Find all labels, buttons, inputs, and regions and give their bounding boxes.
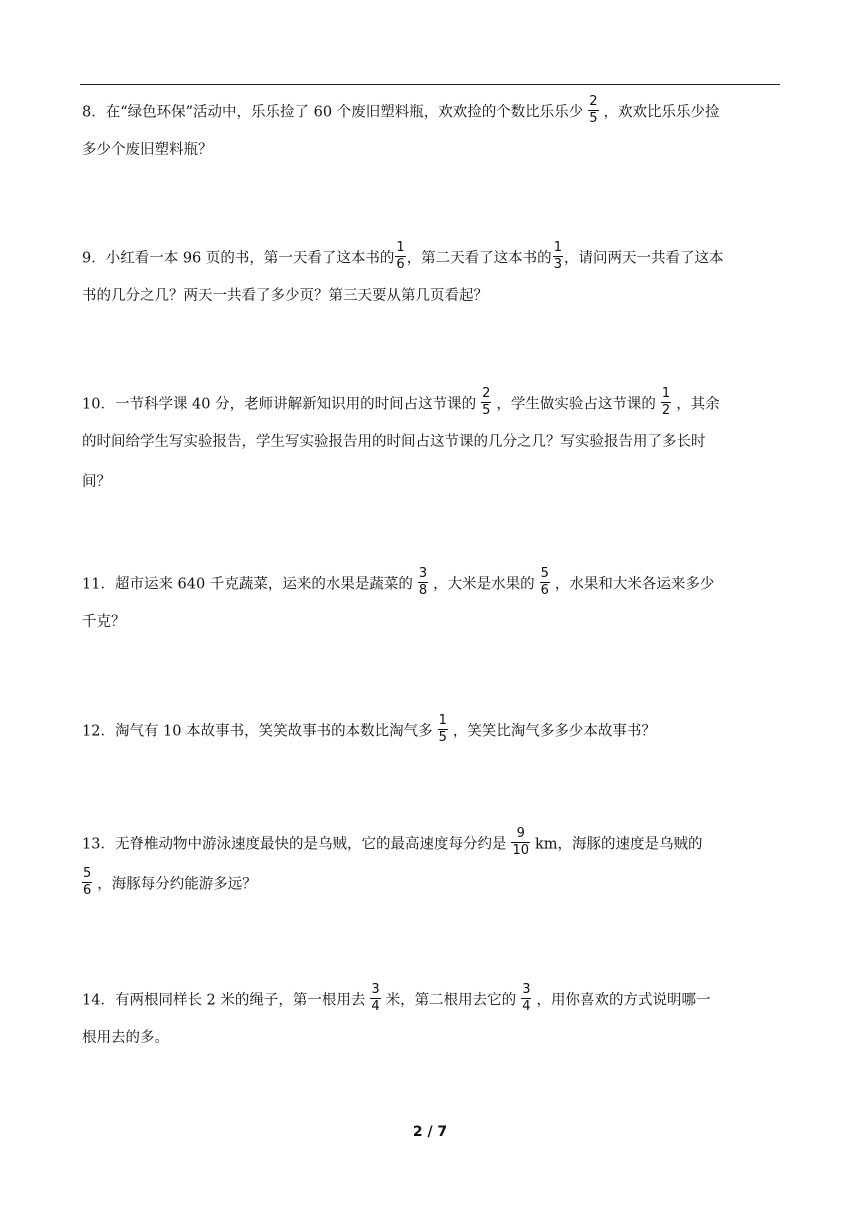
text: 10．一节科学课 40 分，老师讲解新知识用的时间占这节课的 — [82, 396, 477, 413]
problem-13 — [82, 826, 782, 898]
text: ，笑笑比淘气多多少本故事书？ — [452, 723, 656, 740]
numerator: 5 — [540, 566, 549, 581]
text: ，欢欢比乐乐少捡 — [603, 104, 720, 121]
denominator: 4 — [371, 999, 380, 1014]
text: 9．小红看一本 96 页的书，第一天看了这本书的 — [82, 250, 395, 267]
fraction — [395, 241, 405, 272]
numerator: 3 — [371, 982, 380, 997]
fraction — [540, 567, 550, 598]
numerator: 3 — [418, 566, 428, 581]
text: 8．在“绿色环保”活动中，乐乐捡了 60 个废旧塑料瓶，欢欢捡的个数比乐乐少 — [82, 104, 584, 121]
problem-10-line-1 — [82, 386, 782, 418]
problem-8-line-1 — [82, 94, 782, 126]
text: ，第二天看了这本书的 — [406, 250, 552, 267]
fraction — [481, 387, 491, 418]
problem-13-line-1 — [82, 826, 782, 858]
problem-12 — [82, 713, 782, 745]
fraction — [588, 95, 598, 126]
denominator: 5 — [589, 111, 598, 126]
problem-12-line-1 — [82, 713, 782, 745]
text: 根用去的多。 — [82, 1030, 169, 1046]
fraction — [553, 241, 563, 272]
problem-14-line-1 — [82, 982, 782, 1014]
denominator: 8 — [418, 583, 428, 598]
text: km，海豚的速度是乌贼的 — [535, 836, 703, 853]
text: 多少个废旧塑料瓶？ — [82, 142, 213, 158]
fraction — [82, 867, 92, 898]
problem-10-line-3 — [82, 469, 782, 495]
problem-9 — [82, 240, 782, 309]
text: 间？ — [82, 474, 111, 490]
numerator: 1 — [438, 713, 447, 728]
denominator: 6 — [540, 583, 549, 598]
text: ，用你喜欢的方式说明哪一 — [536, 992, 711, 1009]
problem-8 — [82, 94, 782, 163]
numerator: 2 — [589, 94, 598, 109]
problem-14-line-2 — [82, 1025, 782, 1051]
text: 书的几分之几？两天一共看了多少页？第三天要从第几页看起？ — [82, 288, 488, 304]
fraction — [438, 714, 448, 745]
text: 12．淘气有 10 本故事书，笑笑故事书的本数比淘气多 — [82, 723, 433, 740]
text: ，大米是水果的 — [433, 576, 535, 593]
fraction — [521, 983, 531, 1014]
problem-11-line-2 — [82, 609, 782, 635]
numerator: 9 — [516, 826, 525, 841]
problem-11 — [82, 566, 782, 635]
problem-10-line-2 — [82, 429, 782, 455]
page-number: 2 / 7 — [412, 1124, 448, 1140]
text: 的时间给学生写实验报告，学生写实验报告用的时间占这节课的几分之几？写实验报告用了多长时 — [82, 434, 706, 450]
text: 米，第二根用去它的 — [385, 992, 517, 1009]
denominator: 6 — [83, 883, 92, 898]
problem-11-line-1 — [82, 566, 782, 598]
denominator: 10 — [512, 843, 529, 858]
problem-14 — [82, 982, 782, 1051]
denominator: 4 — [522, 999, 531, 1014]
numerator: 1 — [661, 386, 671, 401]
text: ，海豚每分约能游多远？ — [97, 876, 257, 893]
text: 11．超市运来 640 千克蔬菜，运来的水果是蔬菜的 — [82, 576, 413, 593]
text: 13．无脊椎动物中游泳速度最快的是乌贼，它的最高速度每分约是 — [82, 836, 507, 853]
text: 千克？ — [82, 614, 126, 630]
text: ，学生做实验占这节课的 — [496, 396, 656, 413]
text: 14．有两根同样长 2 米的绳子，第一根用去 — [82, 992, 366, 1009]
denominator: 2 — [661, 403, 671, 418]
fraction — [661, 387, 671, 418]
fraction — [511, 827, 530, 858]
text: ，水果和大米各运来多少 — [554, 576, 715, 593]
problem-9-line-2 — [82, 283, 782, 309]
denominator: 5 — [438, 730, 447, 745]
numerator: 1 — [553, 240, 562, 255]
numerator: 2 — [482, 386, 491, 401]
text: ，请问两天一共看了这本 — [563, 250, 724, 267]
denominator: 6 — [396, 257, 405, 272]
header-rule — [80, 84, 780, 85]
problem-10 — [82, 386, 782, 495]
numerator: 3 — [522, 982, 531, 997]
numerator: 1 — [396, 240, 405, 255]
problem-8-line-2 — [82, 137, 782, 163]
problem-9-line-1 — [82, 240, 782, 272]
text: ，其余 — [676, 396, 720, 413]
problem-13-line-2 — [82, 866, 782, 898]
denominator: 5 — [482, 403, 491, 418]
denominator: 3 — [553, 257, 562, 272]
fraction — [418, 567, 428, 598]
numerator: 5 — [83, 866, 92, 881]
fraction — [370, 983, 380, 1014]
